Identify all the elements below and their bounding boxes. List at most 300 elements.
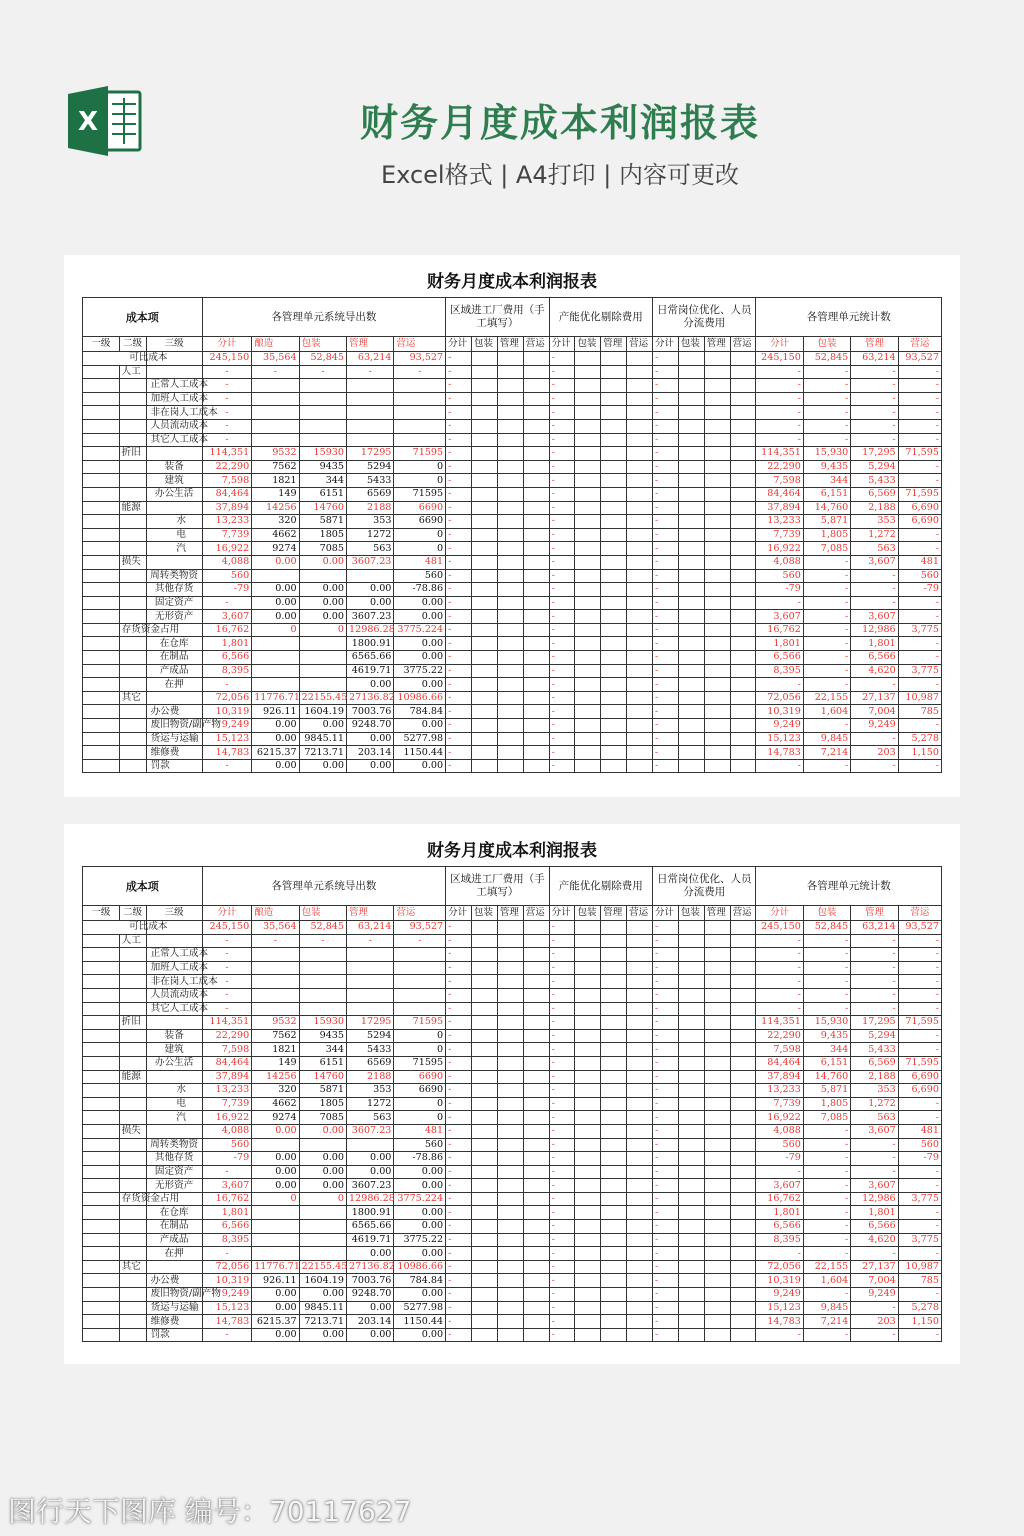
table-row	[83, 961, 942, 975]
level1-cell	[83, 961, 120, 975]
empty-cell	[730, 379, 756, 393]
value-cell: 0.00	[299, 1179, 346, 1193]
empty-cell	[575, 487, 601, 501]
level2-cell	[119, 988, 146, 1002]
stat-cell: 17,295	[851, 1016, 898, 1030]
stat-cell: -	[898, 1029, 941, 1043]
stat-cell: -	[898, 365, 941, 379]
empty-cell	[523, 365, 549, 379]
level2-cell	[119, 352, 168, 366]
empty-cell: -	[653, 610, 679, 624]
empty-cell: -	[446, 596, 472, 610]
empty-cell	[523, 379, 549, 393]
empty-cell	[523, 1247, 549, 1261]
empty-cell	[601, 1002, 627, 1016]
empty-cell	[472, 1016, 498, 1030]
empty-cell	[472, 392, 498, 406]
empty-cell	[601, 988, 627, 1002]
value-cell	[299, 961, 346, 975]
empty-cell	[523, 569, 549, 583]
empty-cell	[730, 1043, 756, 1057]
row-label: 办公生活	[154, 1057, 194, 1069]
stat-cell: 22,155	[803, 691, 850, 705]
value-cell: 1800.91	[347, 1206, 394, 1220]
row-label: 其他存货	[154, 583, 194, 595]
row-label: 办公费	[150, 1274, 180, 1286]
value-cell	[299, 664, 346, 678]
value-cell	[252, 1002, 299, 1016]
empty-cell	[523, 555, 549, 569]
value-cell: 0.00	[394, 651, 446, 665]
table-row	[83, 691, 942, 705]
stat-cell: -	[898, 392, 941, 406]
stat-cell: -	[756, 948, 803, 962]
empty-cell	[575, 948, 601, 962]
value-cell	[347, 961, 394, 975]
level3-cell	[146, 1097, 202, 1111]
stat-cell: -	[803, 678, 850, 692]
empty-cell: -	[549, 1070, 575, 1084]
value-cell: -	[202, 365, 252, 379]
empty-cell	[678, 1220, 704, 1234]
value-cell: 0.00	[347, 1301, 394, 1315]
empty-cell	[627, 719, 653, 733]
empty-cell	[704, 678, 730, 692]
empty-cell	[575, 691, 601, 705]
value-cell: 22,290	[202, 1029, 252, 1043]
value-cell: 0.00	[394, 1288, 446, 1302]
value-cell: 353	[347, 515, 394, 529]
empty-cell	[523, 678, 549, 692]
subheader-cell: 管理	[497, 337, 523, 352]
subheader-cell: 包装	[575, 337, 601, 352]
stat-cell: -	[851, 406, 898, 420]
stat-cell: -	[851, 948, 898, 962]
empty-cell	[575, 555, 601, 569]
empty-cell	[678, 1274, 704, 1288]
empty-cell	[704, 961, 730, 975]
value-cell: 0.00	[299, 610, 346, 624]
value-cell: 13,233	[202, 1084, 252, 1098]
empty-cell	[704, 515, 730, 529]
value-cell: 0.00	[347, 1328, 394, 1342]
row-label: 可比成本	[129, 352, 168, 364]
stat-cell: -	[851, 934, 898, 948]
empty-cell	[497, 732, 523, 746]
level2-cell	[119, 528, 146, 542]
value-cell: -	[202, 1328, 252, 1342]
empty-cell	[678, 948, 704, 962]
level1-cell	[83, 1260, 120, 1274]
value-cell: 6565.66	[347, 1220, 394, 1234]
value-cell	[347, 419, 394, 433]
stat-cell: -	[803, 433, 850, 447]
empty-cell	[497, 1043, 523, 1057]
value-cell: 72,056	[202, 1260, 252, 1274]
stat-cell: -	[803, 934, 850, 948]
subheader-cell: 营运	[627, 906, 653, 921]
empty-cell	[730, 460, 756, 474]
value-cell: -	[202, 678, 252, 692]
value-cell: 0.00	[394, 610, 446, 624]
table-row	[83, 1097, 942, 1111]
empty-cell	[575, 419, 601, 433]
row-label: 产成品	[159, 664, 189, 676]
empty-cell: -	[549, 610, 575, 624]
value-cell: 0.00	[252, 1301, 299, 1315]
empty-cell	[627, 1070, 653, 1084]
value-cell: 560	[394, 1138, 446, 1152]
empty-cell	[472, 1206, 498, 1220]
stat-cell: -	[803, 379, 850, 393]
empty-cell: -	[653, 664, 679, 678]
value-cell	[299, 569, 346, 583]
empty-cell: -	[653, 1152, 679, 1166]
stat-cell: 63,214	[851, 352, 898, 366]
value-cell: 7085	[299, 542, 346, 556]
level2-cell	[119, 1056, 146, 1070]
empty-cell	[678, 975, 704, 989]
stat-cell: 14,760	[803, 1070, 850, 1084]
empty-cell: -	[653, 1288, 679, 1302]
empty-cell	[678, 1206, 704, 1220]
empty-cell	[497, 1070, 523, 1084]
stat-cell: 203	[851, 746, 898, 760]
value-cell: 6690	[394, 1084, 446, 1098]
header-group: 各管理单元统计数	[756, 298, 942, 337]
empty-cell	[704, 1328, 730, 1342]
stat-cell: 22,290	[756, 460, 803, 474]
empty-cell	[704, 365, 730, 379]
level3-cell	[146, 1084, 202, 1098]
table-row	[83, 596, 942, 610]
empty-cell	[497, 1233, 523, 1247]
subheader-cell: 分计	[446, 906, 472, 921]
empty-cell	[678, 1070, 704, 1084]
value-cell	[252, 988, 299, 1002]
stat-cell: 7,739	[756, 1097, 803, 1111]
value-cell: 0.00	[252, 1328, 299, 1342]
stat-cell: -	[898, 1179, 941, 1193]
empty-cell	[730, 474, 756, 488]
stat-cell: 6,690	[898, 501, 941, 515]
empty-cell	[523, 1233, 549, 1247]
empty-cell	[523, 1274, 549, 1288]
level2-cell	[119, 623, 180, 637]
level2-cell	[119, 1002, 146, 1016]
table-row	[83, 732, 942, 746]
empty-cell: -	[446, 719, 472, 733]
subheader-row	[83, 906, 942, 921]
empty-cell	[704, 705, 730, 719]
empty-cell	[704, 975, 730, 989]
stat-cell: -	[803, 1328, 850, 1342]
stat-cell: 3,775	[898, 1192, 941, 1206]
empty-cell: -	[549, 678, 575, 692]
table-row	[83, 365, 942, 379]
stat-cell: 3,607	[851, 555, 898, 569]
value-cell: 0.00	[299, 555, 346, 569]
empty-cell	[601, 1070, 627, 1084]
empty-cell: -	[446, 515, 472, 529]
value-cell: 481	[394, 1124, 446, 1138]
value-cell: 7,598	[202, 1043, 252, 1057]
empty-cell	[704, 1192, 730, 1206]
level3-cell	[146, 392, 209, 406]
level1-cell	[83, 487, 120, 501]
empty-cell	[472, 1165, 498, 1179]
level1-cell	[83, 705, 120, 719]
value-cell	[394, 1002, 446, 1016]
level1-cell	[83, 501, 120, 515]
subheader-cell: 管理	[704, 337, 730, 352]
empty-cell	[575, 988, 601, 1002]
empty-cell	[472, 691, 498, 705]
level1-cell	[83, 1274, 120, 1288]
empty-cell	[575, 528, 601, 542]
empty-cell: -	[653, 569, 679, 583]
stat-cell: -	[898, 961, 941, 975]
empty-cell	[472, 921, 498, 935]
empty-cell: -	[549, 1233, 575, 1247]
empty-cell	[497, 379, 523, 393]
value-cell: 0	[394, 528, 446, 542]
empty-cell	[627, 948, 653, 962]
stat-cell: -	[898, 1288, 941, 1302]
empty-cell	[601, 365, 627, 379]
table-row	[83, 379, 942, 393]
empty-cell: -	[549, 406, 575, 420]
value-cell: 114,351	[202, 447, 252, 461]
header-group: 产能优化剔除费用	[549, 867, 652, 906]
level1-cell	[83, 1124, 120, 1138]
empty-cell	[523, 1220, 549, 1234]
level2-cell	[119, 419, 146, 433]
stat-cell: -	[803, 1002, 850, 1016]
table-row	[83, 637, 942, 651]
value-cell: 560	[394, 569, 446, 583]
table-row	[83, 948, 942, 962]
level3-cell	[146, 678, 202, 692]
stat-cell: -	[898, 678, 941, 692]
table-row	[83, 988, 942, 1002]
value-cell: -	[299, 365, 346, 379]
empty-cell	[704, 1152, 730, 1166]
level2-cell	[119, 1247, 146, 1261]
stat-cell: -	[756, 961, 803, 975]
stat-cell: -	[803, 1138, 850, 1152]
empty-cell	[523, 583, 549, 597]
value-cell: 481	[394, 555, 446, 569]
empty-cell	[523, 948, 549, 962]
value-cell: 0.00	[299, 759, 346, 773]
value-cell: 27136.82	[347, 1260, 394, 1274]
value-cell: 7213.71	[299, 1315, 346, 1329]
stat-cell: 15,123	[756, 732, 803, 746]
row-label: 固定资产	[154, 596, 194, 608]
empty-cell	[730, 487, 756, 501]
empty-cell	[497, 406, 523, 420]
value-cell	[347, 1138, 394, 1152]
empty-cell	[497, 637, 523, 651]
stat-cell: -	[898, 610, 941, 624]
empty-cell	[472, 623, 498, 637]
empty-cell	[730, 651, 756, 665]
empty-cell	[601, 352, 627, 366]
row-label: 在制品	[159, 1220, 189, 1232]
empty-cell	[601, 1192, 627, 1206]
empty-cell	[497, 1097, 523, 1111]
empty-cell	[730, 1152, 756, 1166]
empty-cell: -	[653, 961, 679, 975]
level1-cell	[83, 1206, 120, 1220]
value-cell	[252, 664, 299, 678]
empty-cell	[497, 392, 523, 406]
stat-cell: 5,433	[851, 474, 898, 488]
empty-cell	[627, 569, 653, 583]
level3-cell	[146, 365, 202, 379]
value-cell: 6690	[394, 1070, 446, 1084]
stat-cell: 1,272	[851, 528, 898, 542]
empty-cell	[472, 934, 498, 948]
table-row	[83, 1315, 942, 1329]
empty-cell	[678, 691, 704, 705]
empty-cell: -	[549, 542, 575, 556]
value-cell: 1150.44	[394, 746, 446, 760]
level1-cell	[83, 460, 120, 474]
empty-cell	[704, 352, 730, 366]
stat-cell: -	[756, 1165, 803, 1179]
stat-cell: 563	[851, 1111, 898, 1125]
value-cell	[347, 948, 394, 962]
level2-cell	[119, 487, 146, 501]
empty-cell: -	[446, 664, 472, 678]
subheader-cell: 营运	[523, 906, 549, 921]
empty-cell	[627, 1328, 653, 1342]
empty-cell: -	[549, 637, 575, 651]
level1-cell	[83, 1301, 120, 1315]
stat-cell: -	[756, 678, 803, 692]
empty-cell	[730, 419, 756, 433]
empty-cell	[627, 1315, 653, 1329]
stat-cell: -	[803, 569, 850, 583]
header-group: 区域进工厂费用（手工填写）	[446, 867, 549, 906]
empty-cell: -	[653, 934, 679, 948]
empty-cell	[678, 1056, 704, 1070]
empty-cell	[627, 501, 653, 515]
empty-cell: -	[653, 460, 679, 474]
level1-cell	[83, 1220, 120, 1234]
value-cell: 3775.224	[394, 1192, 446, 1206]
empty-cell	[472, 637, 498, 651]
empty-cell	[472, 1029, 498, 1043]
value-cell: 0.00	[252, 1165, 299, 1179]
stat-cell: -	[756, 379, 803, 393]
empty-cell	[575, 1152, 601, 1166]
stat-cell: 1,604	[803, 1274, 850, 1288]
empty-cell: -	[653, 1179, 679, 1193]
stat-cell: -	[756, 392, 803, 406]
empty-cell	[627, 1029, 653, 1043]
table-row	[83, 1111, 942, 1125]
empty-cell	[678, 583, 704, 597]
empty-cell	[627, 1043, 653, 1057]
empty-cell	[730, 921, 756, 935]
empty-cell	[627, 542, 653, 556]
header-group: 各管理单元系统导出数	[202, 867, 446, 906]
watermark: 图行天下图库 编号：70117627	[8, 1495, 412, 1528]
subheader-cell: 分计	[653, 906, 679, 921]
empty-cell	[627, 419, 653, 433]
value-cell	[299, 1233, 346, 1247]
row-label: 货运与运输	[150, 1301, 199, 1313]
stat-cell: -	[803, 392, 850, 406]
empty-cell: -	[549, 1315, 575, 1329]
stat-cell: 1,805	[803, 1097, 850, 1111]
level2-cell	[119, 1029, 146, 1043]
subheader-cell: 包装	[472, 906, 498, 921]
empty-cell	[678, 1165, 704, 1179]
empty-cell	[730, 433, 756, 447]
stat-cell: 3,607	[851, 1124, 898, 1138]
empty-cell	[472, 1233, 498, 1247]
empty-cell: -	[446, 961, 472, 975]
level3-cell	[146, 433, 209, 447]
level2-cell	[119, 948, 146, 962]
empty-cell	[627, 1301, 653, 1315]
level1-cell	[83, 746, 120, 760]
value-cell: 0.00	[347, 583, 394, 597]
subheader-cell: 包装	[678, 906, 704, 921]
value-cell: 22,290	[202, 460, 252, 474]
level2-cell	[119, 610, 146, 624]
empty-cell	[575, 623, 601, 637]
value-cell	[394, 379, 446, 393]
empty-cell	[575, 921, 601, 935]
empty-cell: -	[653, 732, 679, 746]
empty-cell: -	[446, 637, 472, 651]
level3-cell	[146, 1165, 202, 1179]
empty-cell	[601, 1233, 627, 1247]
empty-cell	[704, 555, 730, 569]
value-cell: 9532	[252, 447, 299, 461]
empty-cell: -	[446, 921, 472, 935]
empty-cell	[601, 433, 627, 447]
empty-cell	[497, 515, 523, 529]
value-cell: 16,922	[202, 1111, 252, 1125]
empty-cell	[627, 1152, 653, 1166]
empty-cell	[678, 988, 704, 1002]
value-cell: 4662	[252, 528, 299, 542]
empty-cell	[627, 705, 653, 719]
level1-cell	[83, 1043, 120, 1057]
empty-cell	[627, 365, 653, 379]
empty-cell	[497, 1165, 523, 1179]
empty-cell	[730, 352, 756, 366]
value-cell: -	[202, 1002, 252, 1016]
empty-cell	[575, 637, 601, 651]
empty-cell: -	[549, 569, 575, 583]
row-label: 在仓库	[159, 637, 189, 649]
empty-cell	[523, 1192, 549, 1206]
empty-cell: -	[549, 1220, 575, 1234]
empty-cell	[704, 583, 730, 597]
table-row	[83, 528, 942, 542]
stat-cell: -	[851, 379, 898, 393]
level1-cell	[83, 651, 120, 665]
empty-cell	[730, 610, 756, 624]
level2-cell	[119, 637, 146, 651]
